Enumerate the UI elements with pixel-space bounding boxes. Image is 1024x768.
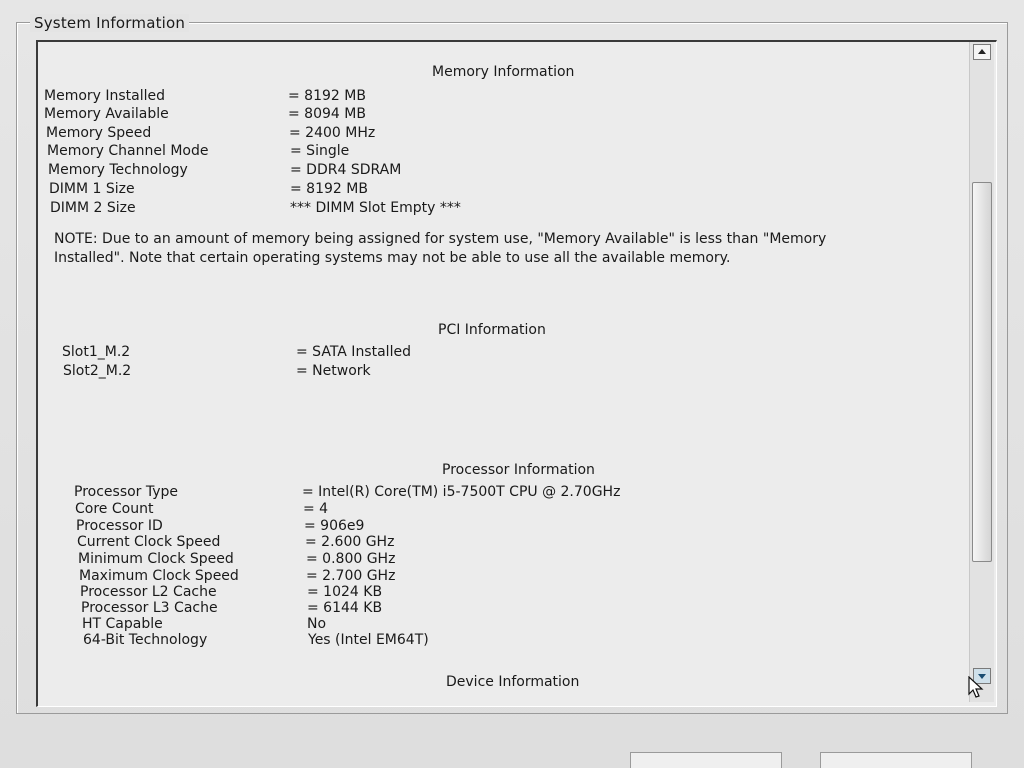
row-value: = 2.700 GHz: [306, 568, 396, 584]
mouse-pointer-icon: [968, 676, 986, 700]
scroll-up-button[interactable]: [973, 44, 991, 60]
row-value: = 2400 MHz: [289, 125, 376, 141]
row-value: = Intel(R) Core(TM) i5-7500T CPU @ 2.70GHz: [302, 484, 621, 500]
row-value: = SATA Installed: [296, 344, 411, 360]
row-value: = 0.800 GHz: [306, 551, 396, 567]
system-info-content: [38, 42, 970, 706]
row-value: = 1024 KB: [307, 584, 383, 600]
row-value: = DDR4 SDRAM: [290, 162, 402, 178]
bottom-button-right[interactable]: [820, 752, 972, 768]
row-label: Memory Channel Mode: [47, 143, 209, 159]
row-value: No: [307, 616, 327, 632]
memory-note: NOTE: Due to an amount of memory being assigned for system use, "Memory Available" is less than "Memory Installed". Note that certain operating systems may not be able to use all the available memory.: [54, 231, 827, 266]
system-info-panel[interactable]: [36, 40, 997, 707]
row-label: Current Clock Speed: [77, 534, 221, 550]
row-label: Processor Type: [74, 484, 179, 500]
row-label: DIMM 2 Size: [50, 200, 136, 216]
row-label: Processor ID: [76, 518, 163, 534]
row-value: = 8094 MB: [288, 106, 366, 122]
bottom-button-left[interactable]: [630, 752, 782, 768]
row-label: Memory Technology: [48, 162, 188, 178]
row-value: = 4: [303, 501, 329, 517]
device-section-title: Device Information: [446, 674, 580, 690]
row-label: Memory Speed: [46, 125, 152, 141]
row-label: Minimum Clock Speed: [78, 551, 234, 567]
vertical-scrollbar[interactable]: [969, 42, 994, 702]
row-label: DIMM 1 Size: [49, 181, 135, 197]
memory-section-title: Memory Information: [432, 64, 575, 80]
groupbox-title: System Information: [30, 14, 189, 32]
row-value: = 906e9: [304, 518, 365, 534]
row-label: 64-Bit Technology: [83, 632, 208, 648]
row-value: = 8192 MB: [288, 88, 366, 104]
row-value: = 2.600 GHz: [305, 534, 395, 550]
row-label: Memory Installed: [44, 88, 166, 104]
scroll-thumb[interactable]: [972, 182, 992, 562]
row-value: *** DIMM Slot Empty ***: [290, 200, 461, 216]
row-label: Slot2_M.2: [63, 363, 132, 379]
row-label: Slot1_M.2: [62, 344, 131, 360]
row-label: Processor L2 Cache: [80, 584, 217, 600]
row-value: = Network: [296, 363, 371, 379]
row-label: Processor L3 Cache: [81, 600, 218, 616]
chevron-up-icon: [978, 49, 986, 54]
row-label: Memory Available: [44, 106, 169, 122]
row-label: HT Capable: [82, 616, 163, 632]
row-value: = 6144 KB: [307, 600, 383, 616]
row-value: Yes (Intel EM64T): [308, 632, 429, 648]
pci-section-title: PCI Information: [438, 322, 546, 338]
row-value: = 8192 MB: [290, 181, 368, 197]
row-label: Core Count: [75, 501, 154, 517]
processor-section-title: Processor Information: [442, 462, 595, 478]
row-label: Maximum Clock Speed: [79, 568, 239, 584]
row-value: = Single: [290, 143, 350, 159]
